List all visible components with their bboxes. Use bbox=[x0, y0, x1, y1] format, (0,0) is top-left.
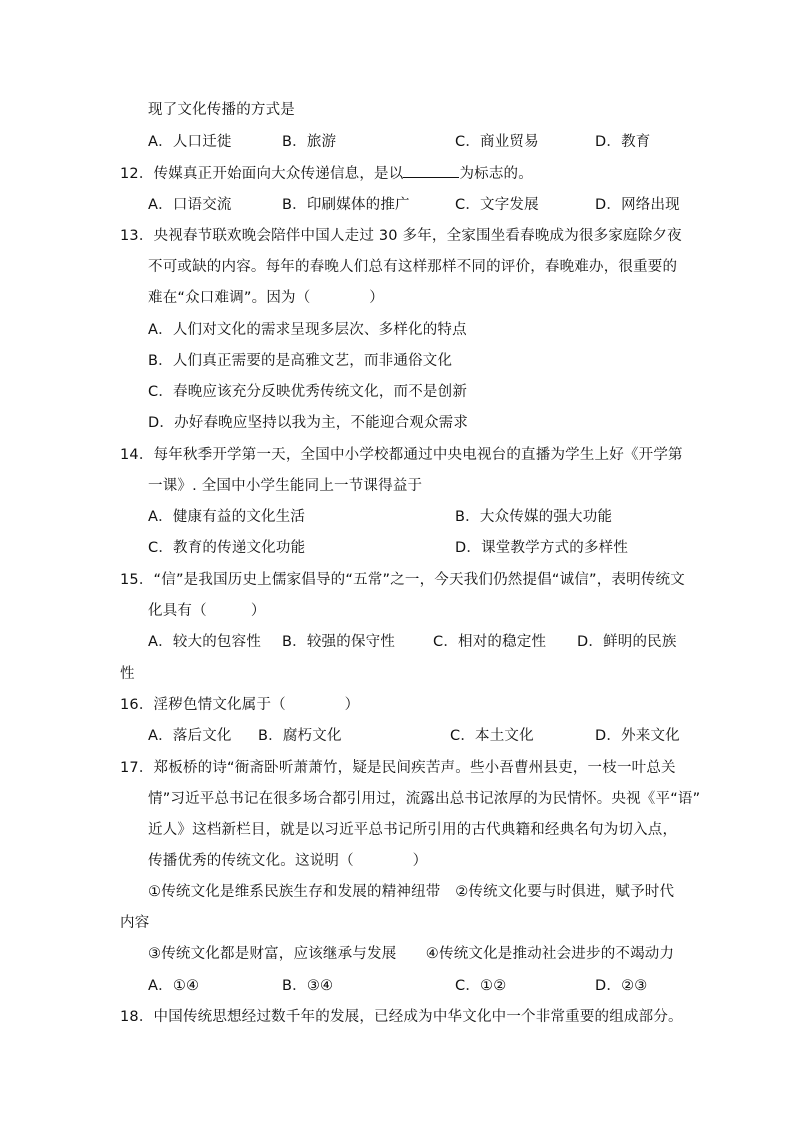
q14-option-b: B．大众传媒的强大功能 bbox=[455, 509, 613, 525]
q17-statement-wrap: 内容 bbox=[120, 915, 150, 931]
q15-option-a: A．较大的包容性 bbox=[148, 634, 262, 650]
q13-stem-line-1: 13．央视春节联欢晚会陪伴中国人走过 30 多年，全家围坐看春晚成为很多家庭除夕夜 bbox=[120, 228, 682, 244]
q18-stem: 18．中国传统思想经过数千年的发展，已经成为中华文化中一个非常重要的组成部分。 bbox=[120, 1009, 683, 1025]
q17-statement-1-2: ①传统文化是维系民族生存和发展的精神纽带 ②传统文化要与时俱进，赋予时代 bbox=[148, 884, 675, 900]
q12-option-b: B．印刷媒体的推广 bbox=[282, 197, 410, 213]
q12-option-c: C．文字发展 bbox=[455, 197, 539, 213]
q13-option-c: C．春晚应该充分反映优秀传统文化，而不是创新 bbox=[148, 384, 468, 400]
q16-option-c: C．本土文化 bbox=[450, 728, 534, 744]
q14-option-c: C．教育的传递文化功能 bbox=[148, 540, 306, 556]
q15-option-d: D．鲜明的民族 bbox=[577, 634, 677, 650]
q12-stem bbox=[120, 163, 533, 184]
q17-option-a: A．①④ bbox=[148, 978, 200, 994]
q11-option-a: A．人口迁徙 bbox=[148, 134, 232, 150]
q12-option-d: D．网络出现 bbox=[595, 197, 680, 213]
q11-stem: 现了文化传播的方式是 bbox=[148, 102, 295, 118]
q13-option-a: A．人们对文化的需求呈现多层次、多样化的特点 bbox=[148, 322, 467, 338]
q14-stem-line-2: 一课》. 全国中小学生能同上一节课得益于 bbox=[148, 478, 423, 494]
q15-stem-line-1: 15．“信”是我国历史上儒家倡导的“五常”之一，今天我们仍然提倡“诚信”，表明传统文 bbox=[120, 572, 685, 588]
q11-option-b: B．旅游 bbox=[282, 134, 337, 150]
q17-stem-line-2: 情”习近平总书记在很多场合都引用过，流露出总书记浓厚的为民情怀。央视《平“语” bbox=[148, 791, 701, 807]
q16-option-a: A．落后文化 bbox=[148, 728, 232, 744]
q13-stem-line-3: 难在“众口难调”。因为（ ） bbox=[148, 290, 384, 306]
q15-stem-line-2: 化具有（ ） bbox=[148, 603, 266, 619]
q17-option-d: D．②③ bbox=[595, 978, 648, 994]
q13-option-d: D．办好春晚应坚持以我为主，不能迎合观众需求 bbox=[148, 415, 469, 431]
q16-option-d: D．外来文化 bbox=[595, 728, 680, 744]
q15-option-b: B．较强的保守性 bbox=[282, 634, 396, 650]
q17-stem-line-4: 传播优秀的传统文化。这说明（ ） bbox=[148, 853, 428, 869]
q12-stem-after: 为标志的。 bbox=[459, 166, 533, 182]
q17-stem-line-3: 近人》这档新栏目，就是以习近平总书记所引用的古代典籍和经典名句为切入点， bbox=[148, 822, 678, 838]
q17-statement-3-4: ③传统文化都是财富，应该继承与发展 ④传统文化是推动社会进步的不竭动力 bbox=[148, 946, 675, 962]
q17-option-b: B．③④ bbox=[282, 978, 334, 994]
q15-option-c: C．相对的稳定性 bbox=[433, 634, 547, 650]
q17-stem-line-1: 17．郑板桥的诗“衙斋卧听萧萧竹，疑是民间疾苦声。些小吾曹州县吏，一枝一叶总关 bbox=[120, 760, 676, 776]
q13-option-b: B．人们真正需要的是高雅文艺，而非通俗文化 bbox=[148, 353, 453, 369]
q12-stem-before: 12．传媒真正开始面向大众传递信息，是以 bbox=[120, 166, 404, 182]
q15-option-d-wrap: 性 bbox=[120, 666, 135, 682]
q11-option-c: C．商业贸易 bbox=[455, 134, 539, 150]
q14-stem-line-1: 14．每年秋季开学第一天，全国中小学校都通过中央电视台的直播为学生上好《开学第 bbox=[120, 447, 683, 463]
q13-stem-line-2: 不可或缺的内容。每年的春晚人们总有这样那样不同的评价，春晚难办，很重要的 bbox=[148, 259, 678, 275]
q14-option-a: A．健康有益的文化生活 bbox=[148, 509, 306, 525]
q17-option-c: C．①② bbox=[455, 978, 507, 994]
q12-answer-blank bbox=[403, 163, 459, 178]
q11-option-d: D．教育 bbox=[595, 134, 651, 150]
q12-option-a: A．口语交流 bbox=[148, 197, 232, 213]
q14-option-d: D．课堂教学方式的多样性 bbox=[455, 540, 629, 556]
q16-option-b: B．腐朽文化 bbox=[258, 728, 342, 744]
q16-stem: 16．淫秽色情文化属于（ ） bbox=[120, 697, 360, 713]
